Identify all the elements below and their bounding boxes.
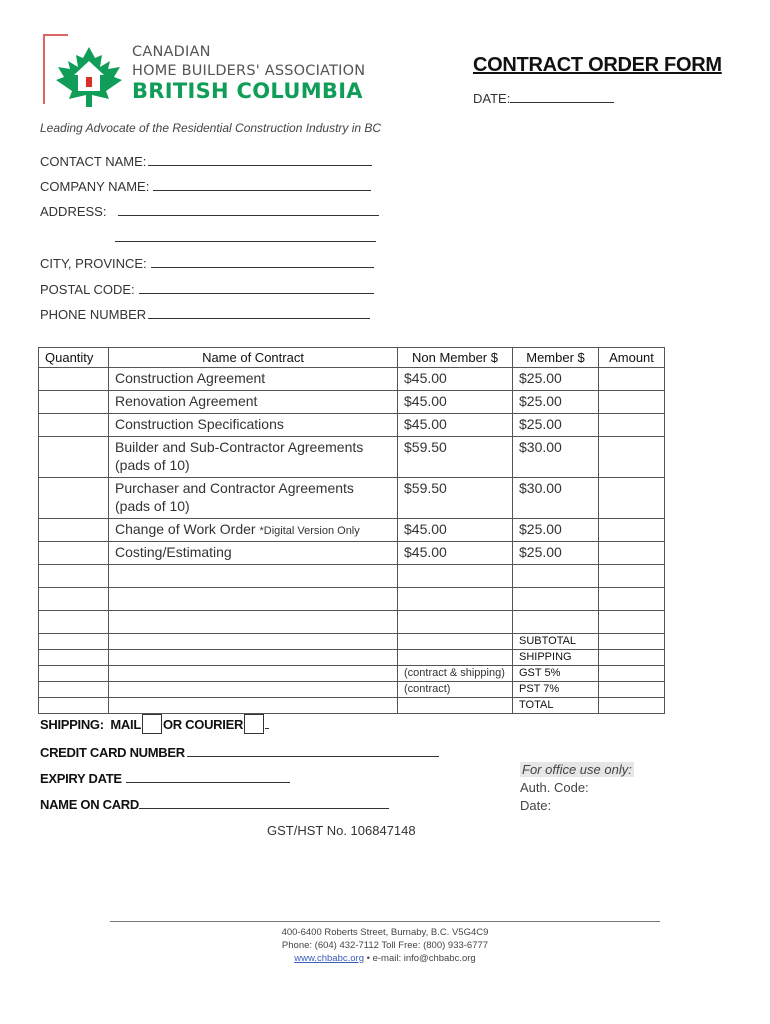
totals-note [398, 650, 513, 666]
amount-cell[interactable] [599, 611, 665, 634]
totals-note: (contract & shipping) [398, 666, 513, 682]
contract-name: Construction Specifications [115, 416, 284, 432]
name-on-card-blank[interactable] [139, 797, 389, 809]
quantity-cell[interactable] [39, 634, 109, 650]
amount-cell[interactable] [599, 650, 665, 666]
amount-cell[interactable] [599, 588, 665, 611]
company-name-label: COMPANY NAME: [40, 179, 150, 194]
name-on-card-label: NAME ON CARD [40, 797, 139, 812]
credit-card-blank[interactable] [187, 745, 439, 757]
col-header-amount: Amount [599, 348, 665, 368]
name-cell [109, 650, 398, 666]
contract-name: Construction Agreement [115, 370, 266, 386]
blank-row [39, 565, 665, 588]
quantity-cell[interactable] [39, 478, 109, 519]
table-row [39, 542, 665, 565]
contract-name-cell [109, 368, 398, 391]
member-price: $25.00 [513, 368, 599, 391]
courier-label: OR COURIER [162, 717, 244, 732]
contract-name: Costing/Estimating [115, 544, 232, 560]
totals-note [398, 634, 513, 650]
quantity-cell[interactable] [39, 682, 109, 698]
member-price: $30.00 [513, 437, 599, 478]
footer-phone: Phone: (604) 432-7112 Toll Free: (800) 933-6777 [281, 940, 489, 951]
shipping-method-row [40, 714, 269, 734]
quantity-cell[interactable] [39, 391, 109, 414]
amount-cell[interactable] [599, 698, 665, 714]
non-member-price: $45.00 [398, 414, 513, 437]
name-cell [109, 698, 398, 714]
contract-name: Renovation Agreement [115, 393, 258, 409]
member-cell[interactable] [513, 611, 599, 634]
quantity-cell[interactable] [39, 565, 109, 588]
contract-name: Change of Work Order [115, 521, 256, 537]
member-price: $25.00 [513, 414, 599, 437]
col-header-quantity: Quantity [39, 348, 109, 368]
table-row [39, 414, 665, 437]
name-on-card-field[interactable] [40, 797, 389, 812]
address-field[interactable] [40, 204, 379, 219]
contract-name: Builder and Sub-Contractor Agreements (pads of 10) [115, 439, 364, 473]
totals-row [39, 666, 665, 682]
table-header-row [39, 348, 665, 368]
totals-label: SHIPPING [513, 650, 599, 666]
mail-checkbox[interactable] [142, 714, 162, 734]
name-cell[interactable] [109, 588, 398, 611]
member-cell[interactable] [513, 588, 599, 611]
table-row [39, 437, 665, 478]
quantity-cell[interactable] [39, 698, 109, 714]
amount-cell[interactable] [599, 634, 665, 650]
city-province-label: CITY, PROVINCE: [40, 256, 147, 271]
contract-name-cell [109, 478, 398, 519]
col-header-non-member: Non Member $ [398, 348, 513, 368]
courier-blank [265, 717, 269, 729]
contract-note: *Digital Version Only [259, 525, 360, 537]
footer-address: 400-6400 Roberts Street, Burnaby, B.C. V5G4C9 [281, 927, 489, 938]
city-province-blank[interactable] [151, 256, 374, 268]
date-label: DATE: [473, 91, 511, 106]
logo-frame-accent [43, 34, 45, 104]
contract-name: Purchaser and Contractor Agreements (pads of 10) [115, 480, 354, 514]
col-header-member: Member $ [513, 348, 599, 368]
expiry-label: EXPIRY DATE [40, 771, 122, 786]
amount-cell[interactable] [599, 478, 665, 519]
name-cell [109, 634, 398, 650]
logo-frame-accent-top [43, 34, 68, 36]
totals-row [39, 698, 665, 714]
org-line-2: HOME BUILDERS' ASSOCIATION [132, 62, 366, 79]
company-name-blank[interactable] [153, 179, 371, 191]
org-line-3: BRITISH COLUMBIA [132, 79, 363, 103]
member-price: $25.00 [513, 542, 599, 565]
postal-code-blank[interactable] [139, 282, 374, 294]
contract-name-cell [109, 519, 398, 542]
office-use-heading: For office use only: [522, 762, 632, 777]
org-line-1: CANADIAN [132, 44, 211, 60]
footer-email: • e-mail: info@chbabc.org [366, 953, 476, 964]
member-price: $30.00 [513, 478, 599, 519]
name-cell[interactable] [109, 565, 398, 588]
totals-label: SUBTOTAL [513, 634, 599, 650]
gst-number: GST/HST No. 106847148 [267, 823, 416, 838]
name-cell [109, 682, 398, 698]
totals-label: TOTAL [513, 698, 599, 714]
website-link[interactable]: www.chbabc.org [294, 953, 364, 964]
amount-cell[interactable] [599, 682, 665, 698]
blank-row [39, 611, 665, 634]
member-cell[interactable] [513, 565, 599, 588]
totals-note: (contract) [398, 682, 513, 698]
courier-checkbox[interactable] [244, 714, 264, 734]
form-title: CONTRACT ORDER FORM [473, 54, 722, 76]
footer [110, 926, 660, 965]
quantity-cell[interactable] [39, 666, 109, 682]
address-blank-2[interactable] [115, 230, 376, 242]
amount-cell[interactable] [599, 542, 665, 565]
phone-number-label: PHONE NUMBER [40, 307, 147, 322]
credit-card-field[interactable] [40, 745, 439, 760]
address-blank-1[interactable] [118, 204, 379, 216]
totals-row [39, 650, 665, 666]
amount-cell[interactable] [599, 666, 665, 682]
organization-name [132, 45, 365, 102]
non-member-price: $45.00 [398, 368, 513, 391]
postal-code-field[interactable] [40, 282, 374, 297]
non-member-price: $45.00 [398, 542, 513, 565]
quantity-cell[interactable] [39, 414, 109, 437]
non-member-price: $45.00 [398, 519, 513, 542]
contract-name-cell [109, 542, 398, 565]
company-name-field[interactable] [40, 179, 371, 194]
non-member-price: $59.50 [398, 437, 513, 478]
totals-note [398, 698, 513, 714]
amount-cell[interactable] [599, 437, 665, 478]
expiry-blank[interactable] [126, 771, 290, 783]
amount-cell[interactable] [599, 414, 665, 437]
non-member-cell[interactable] [398, 611, 513, 634]
table-row [39, 519, 665, 542]
office-date-label: Date: [520, 798, 552, 813]
member-price: $25.00 [513, 519, 599, 542]
col-header-name: Name of Contract [109, 348, 398, 368]
contact-name-blank[interactable] [148, 154, 372, 166]
member-price: $25.00 [513, 391, 599, 414]
amount-cell[interactable] [599, 565, 665, 588]
non-member-price: $45.00 [398, 391, 513, 414]
auth-code-label: Auth. Code: [520, 780, 589, 795]
non-member-cell[interactable] [398, 565, 513, 588]
order-table [38, 347, 665, 714]
date-field[interactable] [473, 91, 614, 106]
tagline: Leading Advocate of the Residential Construction Industry in BC [40, 121, 382, 135]
amount-cell[interactable] [599, 368, 665, 391]
name-cell[interactable] [109, 611, 398, 634]
contract-name-cell [109, 437, 398, 478]
address-field-line-2[interactable] [113, 230, 376, 245]
totals-label: GST 5% [513, 666, 599, 682]
quantity-cell[interactable] [39, 519, 109, 542]
totals-row [39, 634, 665, 650]
credit-card-label: CREDIT CARD NUMBER [40, 745, 185, 760]
mail-label: MAIL [110, 717, 141, 732]
table-row [39, 478, 665, 519]
amount-cell[interactable] [599, 391, 665, 414]
phone-number-blank[interactable] [148, 307, 370, 319]
expiry-date-field[interactable] [40, 771, 290, 786]
contract-name-cell [109, 414, 398, 437]
totals-label: PST 7% [513, 682, 599, 698]
quantity-cell[interactable] [39, 368, 109, 391]
totals-row [39, 682, 665, 698]
amount-cell[interactable] [599, 519, 665, 542]
date-blank[interactable] [510, 91, 614, 103]
maple-leaf-house-logo-icon [54, 47, 124, 107]
quantity-cell[interactable] [39, 588, 109, 611]
phone-number-field[interactable] [40, 307, 370, 322]
quantity-cell[interactable] [39, 542, 109, 565]
blank-row [39, 588, 665, 611]
non-member-price: $59.50 [398, 478, 513, 519]
footer-divider [110, 921, 660, 922]
table-row [39, 368, 665, 391]
office-use-box [520, 761, 634, 815]
city-province-field[interactable] [40, 256, 374, 271]
quantity-cell[interactable] [39, 611, 109, 634]
shipping-label: SHIPPING: [40, 717, 104, 732]
quantity-cell[interactable] [39, 437, 109, 478]
postal-code-label: POSTAL CODE: [40, 282, 135, 297]
name-cell [109, 666, 398, 682]
contract-name-cell [109, 391, 398, 414]
contact-name-label: CONTACT NAME: [40, 154, 147, 169]
table-row [39, 391, 665, 414]
quantity-cell[interactable] [39, 650, 109, 666]
non-member-cell[interactable] [398, 588, 513, 611]
contact-name-field[interactable] [40, 154, 372, 169]
address-label: ADDRESS: [40, 204, 107, 219]
